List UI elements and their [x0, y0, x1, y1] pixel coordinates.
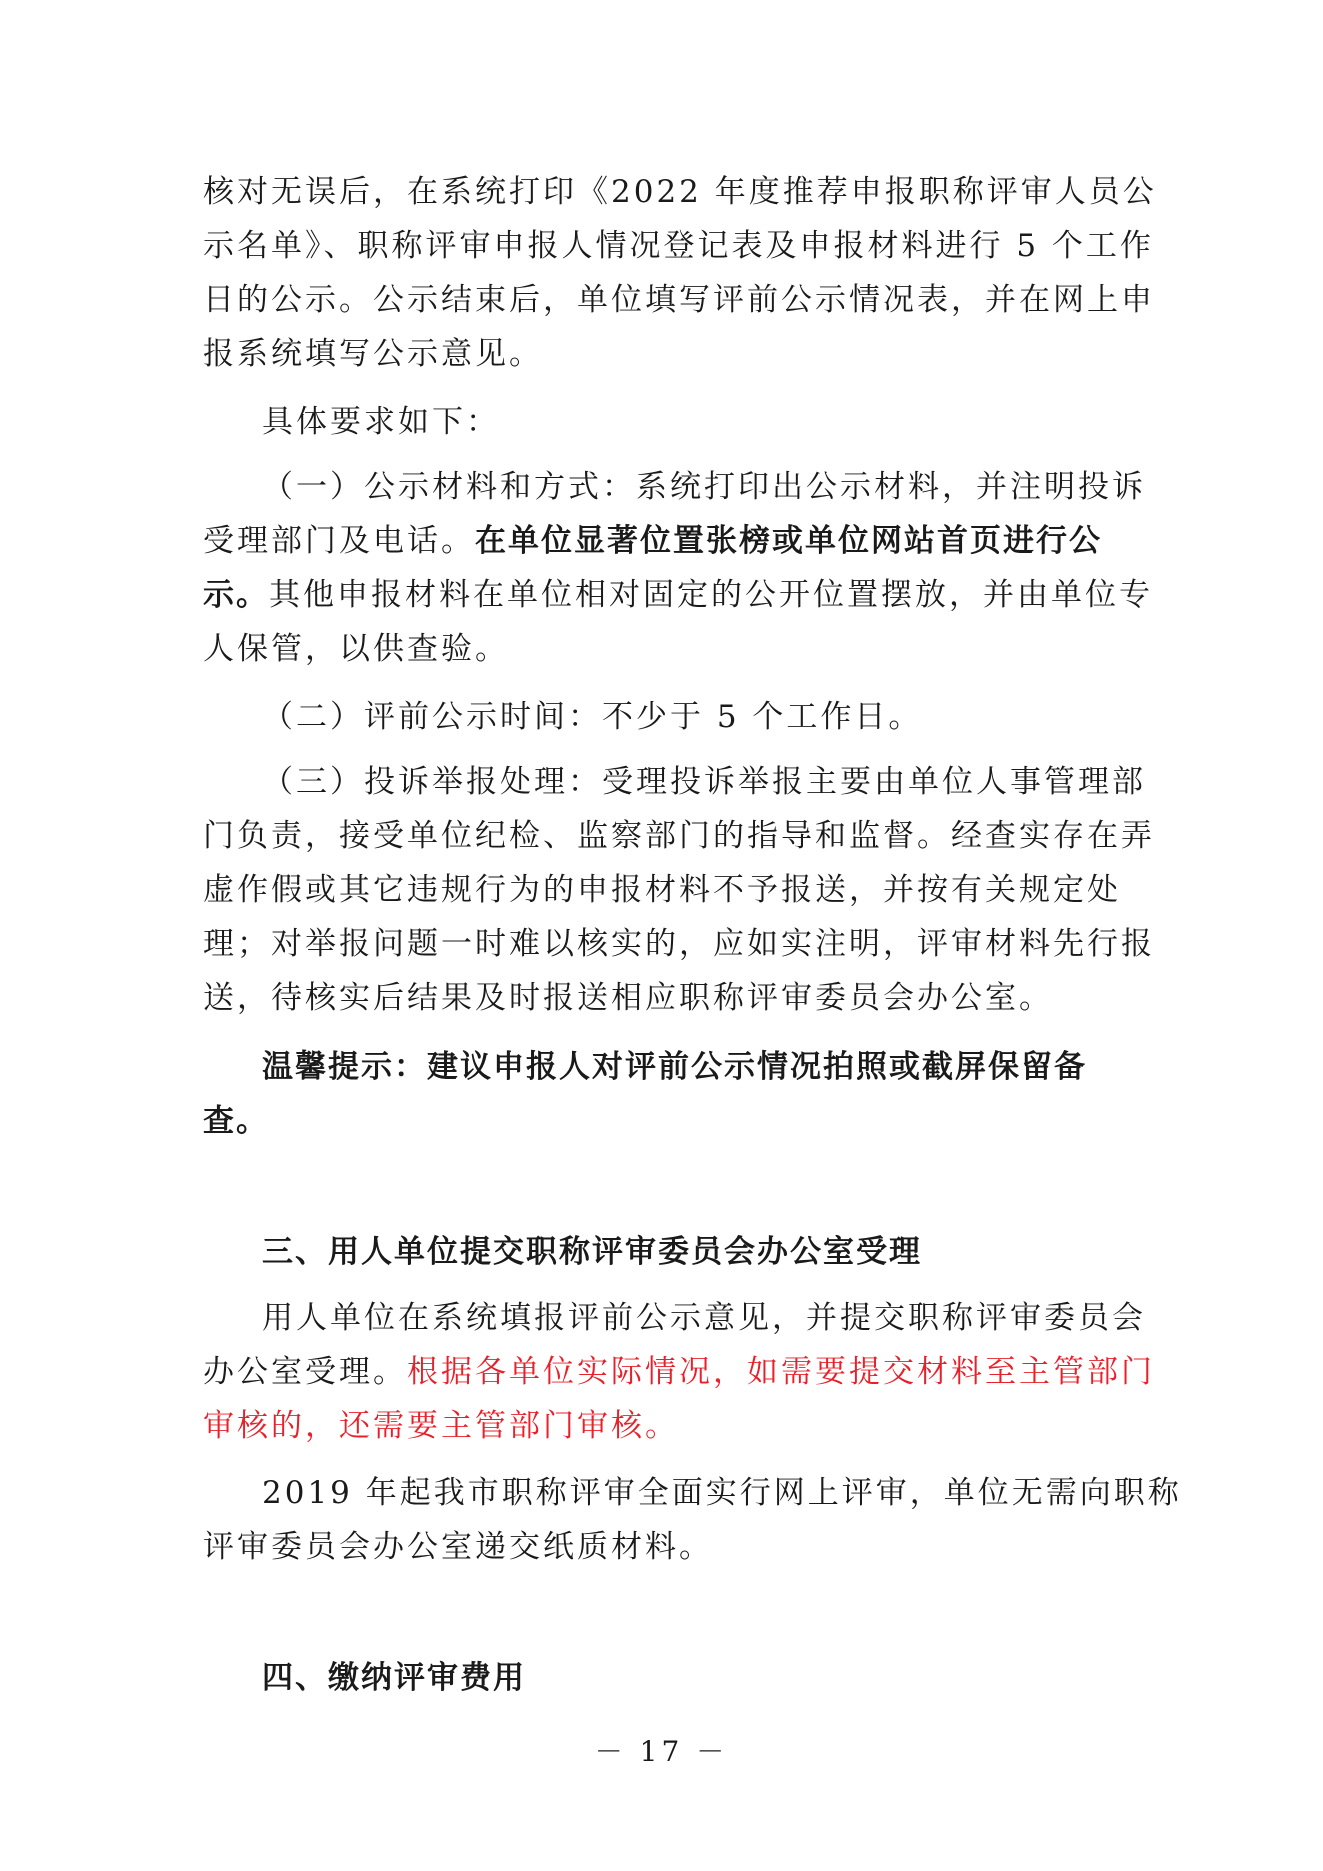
text-normal: 其他申报材料在单位相对固定的公开位置摆放，并由单位专 — [269, 577, 1153, 613]
text-line: 理；对举报问题一时难以核实的，应如实注明，评审材料先行报 — [203, 926, 1155, 962]
text-line: （二）评前公示时间：不少于 5 个工作日。 — [262, 699, 923, 735]
text-line: 查。 — [203, 1103, 269, 1139]
text-normal: 办公室受理。 — [203, 1354, 407, 1390]
text-line: 日的公示。公示结束后，单位填写评前公示情况表，并在网上申 — [203, 282, 1155, 318]
page-number: － 17 － — [594, 1735, 729, 1768]
text-line: 人保管，以供查验。 — [203, 631, 509, 667]
text-line: 虚作假或其它违规行为的申报材料不予报送，并按有关规定处 — [203, 872, 1121, 908]
text-line: （一）公示材料和方式：系统打印出公示材料，并注明投诉 — [262, 469, 1146, 505]
text-line — [203, 1352, 1155, 1392]
text-line: 评审委员会办公室递交纸质材料。 — [203, 1529, 713, 1565]
text-line — [203, 575, 1153, 615]
text-bold: 在单位显著位置张榜或单位网站首页进行公 — [475, 523, 1102, 559]
text-line: 2019 年起我市职称评审全面实行网上评审，单位无需向职称 — [262, 1475, 1182, 1511]
text-line: 具体要求如下： — [262, 404, 500, 440]
section-heading-three: 三、用人单位提交职称评审委员会办公室受理 — [262, 1234, 922, 1270]
text-line: 报系统填写公示意见。 — [203, 336, 543, 372]
text-line: （三）投诉举报处理：受理投诉举报主要由单位人事管理部 — [262, 764, 1146, 800]
text-line: 门负责，接受单位纪检、监察部门的指导和监督。经查实存在弄 — [203, 818, 1155, 854]
text-bold: 示。 — [203, 577, 269, 613]
text-line: 核对无误后，在系统打印《2022 年度推荐申报职称评审人员公 — [203, 174, 1157, 210]
text-line: 温馨提示：建议申报人对评前公示情况拍照或截屏保留备 — [262, 1049, 1087, 1085]
text-line: 示名单》、职称评审申报人情况登记表及申报材料进行 5 个工作 — [203, 228, 1154, 264]
text-red-highlight: 根据各单位实际情况，如需要提交材料至主管部门 — [407, 1354, 1155, 1390]
text-line: 用人单位在系统填报评前公示意见，并提交职称评审委员会 — [262, 1300, 1146, 1336]
text-line: 送，待核实后结果及时报送相应职称评审委员会办公室。 — [203, 980, 1053, 1016]
text-normal: 受理部门及电话。 — [203, 523, 475, 559]
section-heading-four: 四、缴纳评审费用 — [262, 1660, 526, 1696]
text-line-red-highlight: 审核的，还需要主管部门审核。 — [203, 1408, 679, 1444]
text-line — [203, 521, 1102, 561]
